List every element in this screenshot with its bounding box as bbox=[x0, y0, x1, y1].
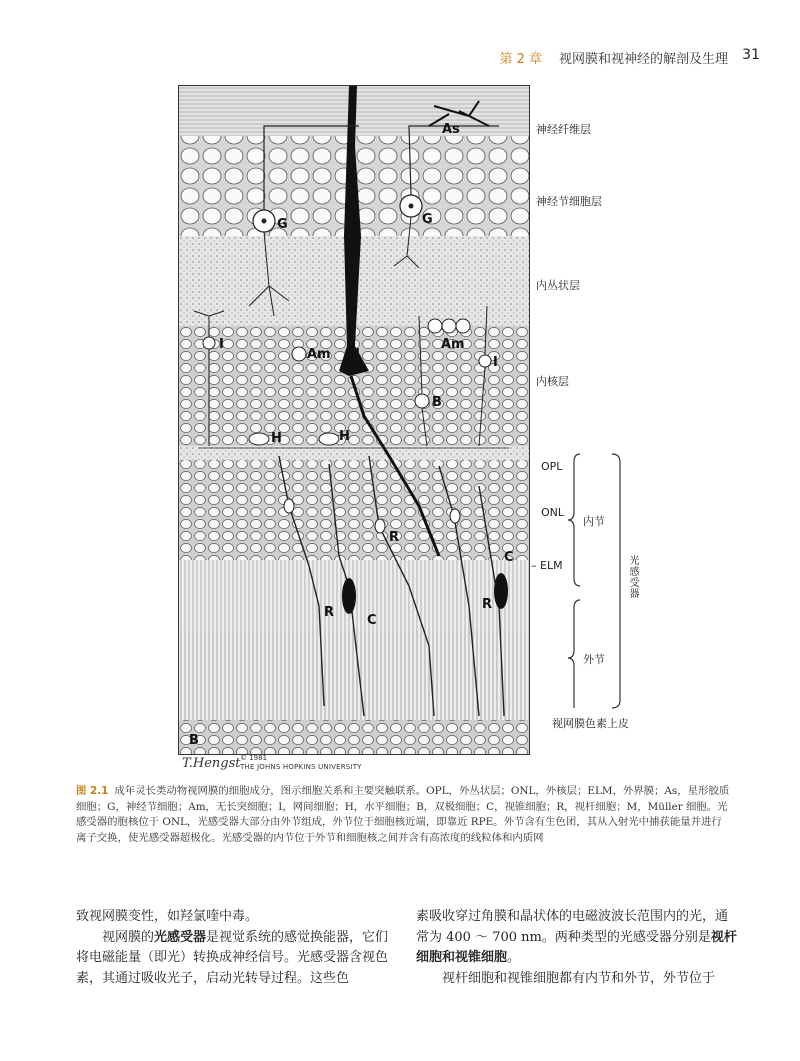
copyright-holder: THE JOHNS HOPKINS UNIVERSITY bbox=[240, 763, 362, 771]
layer-label-opl: OPL bbox=[541, 460, 563, 473]
label-C-2: C bbox=[504, 550, 514, 565]
layer-label-ganglion: 神经节细胞层 bbox=[536, 195, 602, 208]
highlight-photoreceptor: 光感受器 bbox=[154, 929, 207, 945]
left-line-1: 致视网膜变性，如羟氯喹中毒。 bbox=[76, 909, 259, 924]
label-R-3: R bbox=[482, 597, 493, 612]
left-p2-post: 是视觉系统的感觉换能器，它们将电磁能量（即光）转换成神经信号。光感受器含视色素，其通过吸收光子，启动光转导过程。这些色 bbox=[76, 929, 389, 986]
label-C-1: C bbox=[367, 613, 377, 628]
figure-credit bbox=[180, 754, 420, 776]
label-Am-left: Am bbox=[307, 347, 331, 362]
figure-caption bbox=[76, 784, 732, 846]
caption-text: 成年灵长类动物视网膜的细胞成分，图示细胞关系和主要突触联系。OPL，外丛状层；ONL，外核层；ELM，外界膜；As，星形胶质细胞；G，神经节细胞；Am，无长突细胞；I，网间细胞；H，水平细胞；B，双极细胞；C，视锥细胞；R，视杆细胞；M，Müller 细胞。光感受器的胞核位于 ONL，光感受器大部分由外节组成，外节位于细胞核近端，即靠近 RPE。外节含有生色团，其从入射光中捕获能量并进行离子交换，使光感受器超极化。光感受器的内节位于外节和细胞核之间并含有高浓度的线粒体和内质网 bbox=[76, 785, 730, 844]
label-As: As bbox=[442, 122, 460, 137]
right-paragraph-1 bbox=[416, 907, 738, 969]
left-p2-pre: 视网膜的 bbox=[102, 929, 155, 945]
page-number: 31 bbox=[742, 47, 760, 63]
label-M: M bbox=[347, 347, 360, 362]
layer-label-ipl: 内丛状层 bbox=[536, 279, 580, 292]
label-G-left: G bbox=[277, 217, 288, 232]
label-B: B bbox=[432, 395, 442, 410]
running-header bbox=[0, 48, 800, 68]
layer-label-onl: ONL bbox=[541, 506, 565, 519]
body-column-left bbox=[76, 907, 396, 989]
body-column-right bbox=[416, 907, 738, 989]
layer-label-nerve-fiber: 神经纤维层 bbox=[536, 123, 591, 136]
label-I-right: I bbox=[493, 355, 498, 370]
retina-illustration bbox=[178, 85, 530, 755]
label-I-left: I bbox=[219, 337, 224, 352]
right-p1-text: 素吸收穿过角膜和晶状体的电磁波波长范围内的光，通常为 400 ～ 700 nm。两种类型的光感受器分别是 bbox=[416, 909, 729, 945]
chapter-label: 第 2 章 bbox=[499, 52, 542, 67]
label-H-left: H bbox=[271, 431, 282, 446]
figure-number: 图 2.1 bbox=[76, 785, 109, 797]
label-G-right: G bbox=[422, 212, 433, 227]
highlight-rods-cones: 视杆细胞和视锥细胞 bbox=[416, 929, 737, 965]
label-R-2: R bbox=[324, 605, 335, 620]
artist-signature: T.Hengst bbox=[182, 756, 241, 771]
copyright-year: © 1981 bbox=[240, 754, 268, 762]
right-paragraph-2: 视杆细胞和视锥细胞都有内节和外节，外节位于 bbox=[442, 970, 716, 986]
inner-segment-label: 内节 bbox=[583, 515, 605, 528]
label-Am-right: Am bbox=[441, 337, 465, 352]
label-B-rpe: B bbox=[189, 733, 199, 748]
photoreceptor-label: 光感受器 bbox=[627, 555, 638, 599]
rpe-label: 视网膜色素上皮 bbox=[552, 717, 629, 730]
label-H-right: H bbox=[339, 429, 350, 444]
retina-drawing bbox=[179, 86, 529, 754]
chapter-title: 视网膜和视神经的解剖及生理 bbox=[558, 52, 728, 67]
left-paragraph-2 bbox=[76, 928, 396, 990]
outer-segment-label: 外节 bbox=[583, 653, 605, 666]
label-R-1: R bbox=[389, 530, 400, 545]
layer-label-elm: – ELM bbox=[531, 559, 563, 572]
right-p1-end: 。 bbox=[507, 950, 521, 965]
layer-label-inl: 内核层 bbox=[536, 375, 569, 388]
